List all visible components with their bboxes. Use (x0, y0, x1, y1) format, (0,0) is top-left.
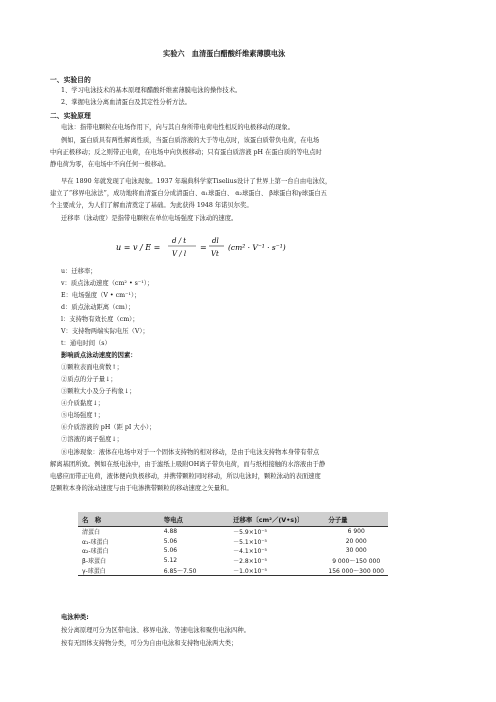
variable-def: l：支持物有效长度（cm）； (61, 316, 139, 323)
table-header: 分子量 (324, 512, 388, 527)
table-cell: 5.12 (163, 557, 178, 565)
table-row (78, 527, 388, 537)
formula-frac2-num: dl (212, 237, 219, 245)
electroosmosis-line: 解离基团所致。例如在纸电泳中，由于滤纸上吸附OH离子带负电荷，而与纸相接触的水溶液由于静 (50, 461, 326, 468)
table-cell: －1.0×10⁻⁵ (229, 565, 324, 575)
paragraph-line: 早在 1890 年就发现了电泳现象。1937 年瑞典科学家Tiselius设计了世界上第一台自由电泳仪， (61, 178, 332, 185)
factor-item: ④介质黏度↓； (61, 400, 105, 407)
formula-frac1-den: V / l (172, 250, 187, 258)
serum-protein-table (78, 512, 388, 576)
objective-item: 2、掌握电泳分离血清蛋白及其定性分析方法。 (61, 99, 191, 106)
table-cell: 20 000 (345, 537, 367, 545)
table-cell: 156 000～300 000 (324, 565, 388, 575)
paragraph-line: 例如，蛋白质具有两性解离性质，当蛋白质溶液的大于等电点时，该蛋白质带负电荷，在电场 (61, 137, 320, 144)
page-title: 实验六 血清蛋白醋酸纤维素薄膜电泳 (163, 49, 286, 58)
table-cell: 6.85～7.50 (160, 565, 229, 575)
paragraph-line: 静电荷为零，在电场中不向任何一极移动。 (50, 161, 170, 168)
paragraph-line: 建立了“移界电泳法”，成功地将血清蛋白分成清蛋白、α₁球蛋白、 α₂球蛋白、 β球蛋白和γ球蛋白五 (50, 190, 327, 197)
variable-def: t：通电时间（s） (61, 340, 111, 347)
variable-def: v：质点泳动速度（cm² • s⁻¹）； (61, 280, 154, 287)
electroosmosis-line: ⑧电渗现象：液体在电场中对于一个固体支持物的相对移动，是由于电泳支持物本身带有带点 (61, 449, 320, 456)
table-cell: γ-球蛋白 (78, 565, 160, 575)
table-cell: 5.06 (163, 547, 178, 555)
electroosmosis-line: 是颗粒本身的泳动速度与由于电渗携带颗粒的移动速度之矢量和。 (50, 485, 233, 492)
factor-item: ③颗粒大小及分子构象↓； (61, 388, 136, 395)
table-header: 名 称 (78, 512, 160, 527)
table-cell: －2.8×10⁻⁵ (233, 558, 267, 566)
table-header-row (78, 512, 388, 527)
paragraph-line: 迁移率（泳动度）是指带电颗粒在单位电场强度下泳动的速度。 (61, 215, 238, 222)
table-row (78, 546, 388, 556)
table-cell: β-球蛋白 (82, 558, 106, 566)
factor-item: ⑤电场强度↑； (61, 412, 105, 419)
paragraph-line: 电泳：指带电颗粒在电场作用下，向与其自身所带电荷电性相反的电极移动的现象。 (61, 124, 294, 131)
factor-item: ②质点的分子量↓； (61, 376, 117, 383)
objective-item: 1、学习电泳技术的基本原理和醋酸纤维素薄膜电泳的操作技术。 (61, 87, 242, 94)
formula-unit: (cm² · V⁻¹ · s⁻¹) (228, 243, 286, 252)
section-heading-principles: 二、实验原理 (50, 112, 91, 120)
formula-frac1-num: d / t (172, 237, 187, 245)
paragraph-line: 中向正极移动；反之则带正电荷，在电场中向负极移动；只有蛋白质溶液 pH 在蛋白质的等电点时 (50, 149, 322, 156)
table-cell: 30 000 (345, 547, 367, 555)
table-cell: 6 900 (347, 528, 365, 536)
variable-def: V：支持物两端实际电压（V）； (61, 328, 149, 335)
variable-def: d：质点泳动距离（cm）； (61, 304, 135, 311)
table-cell: α₂-球蛋白 (82, 548, 109, 556)
types-line: 按有无固体支持物分类，可分为自由电泳和支持物电泳两大类； (61, 640, 238, 647)
table-cell: －5.9×10⁻⁵ (233, 529, 267, 537)
table-row (78, 565, 388, 575)
table-header: 迁移率〔cm²／(V•s)〕 (229, 512, 324, 527)
section-heading-objectives: 一、实验目的 (50, 76, 91, 84)
table-cell: 5.06 (163, 537, 178, 545)
paragraph-line: 个主要成分，为人们了解血清奠定了基础。为此获得 1948 年诺贝尔奖。 (50, 202, 253, 209)
electroosmosis-line: 电感应而带正电荷，液体便向负极移动，并携带颗粒同时移动，所以电泳时，颗粒泳动的表面速度 (50, 473, 321, 480)
table-cell: －5.1×10⁻⁵ (233, 538, 267, 546)
factors-heading: 影响质点泳动速度的因素： (61, 352, 137, 359)
table-row (78, 537, 388, 547)
formula-lhs: u = v / E = (116, 243, 161, 252)
table-cell: 4.88 (163, 528, 178, 536)
table-row (78, 556, 388, 566)
table-cell: －4.1×10⁻⁵ (233, 548, 267, 556)
formula-eq: = (200, 243, 207, 252)
mobility-formula (116, 232, 356, 262)
factor-item: ①颗粒表面电荷数↑； (61, 364, 123, 371)
types-heading: 电泳种类: (61, 614, 89, 621)
table-cell: 9 000～150 000 (332, 558, 381, 566)
variable-def: u：迁移率； (61, 268, 97, 275)
table-header: 等电点 (160, 512, 229, 527)
table-cell: α₁-球蛋白 (82, 538, 109, 546)
formula-frac2-den: Vt (211, 250, 219, 258)
types-line: 按分离原理可分为区带电泳、移界电泳、等速电泳和聚焦电泳四种。 (61, 627, 250, 634)
table-cell: 清蛋白 (82, 529, 101, 537)
factor-item: ⑥介质溶液的 pH（距 pI 大小）； (61, 424, 156, 431)
variable-def: E：电场强度（V • cm⁻¹）； (61, 292, 141, 299)
factor-item: ⑦溶液的离子强度↓； (61, 436, 123, 443)
